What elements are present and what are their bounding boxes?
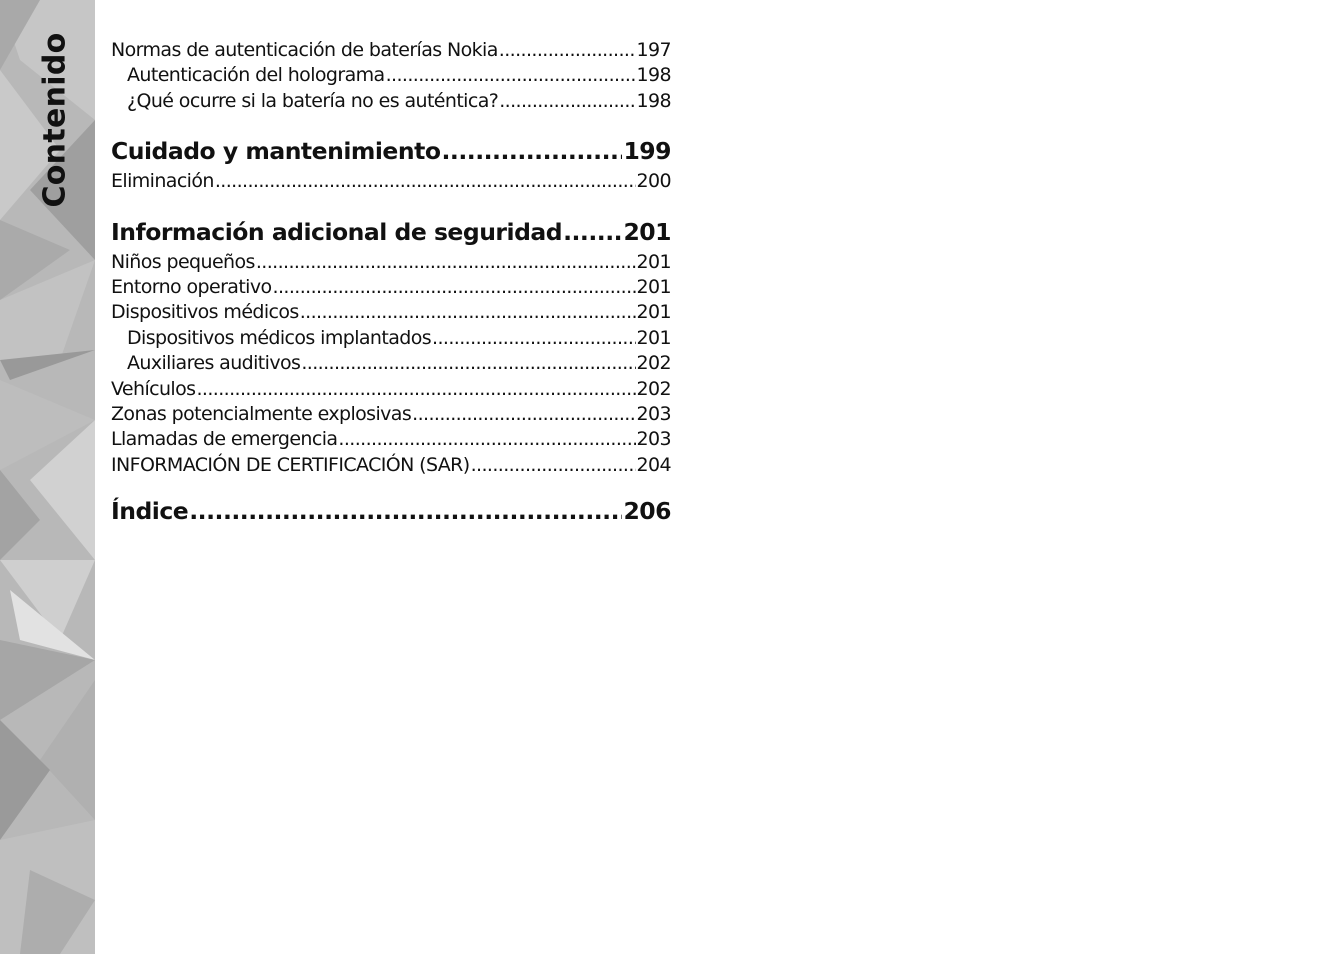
toc-entry-label: Vehículos [111, 377, 196, 400]
dot-leader [301, 351, 635, 376]
dot-leader [256, 250, 636, 275]
toc-entry-label: Eliminación [111, 170, 214, 193]
toc-entry-page: 197 [636, 39, 671, 61]
toc-entry-page: 204 [636, 453, 671, 476]
toc-entry-label: Autenticación del holograma [127, 64, 385, 87]
toc-entry-page: 201 [636, 326, 671, 349]
toc-entry-label: INFORMACIÓN DE CERTIFICACIÓN (SAR) [111, 453, 470, 476]
toc-entry[interactable] [111, 89, 671, 114]
toc-entry[interactable] [111, 453, 671, 478]
toc-entry-page: 198 [636, 64, 671, 87]
toc-chapter[interactable] [111, 496, 671, 526]
toc-entry[interactable] [111, 427, 671, 452]
toc-entry[interactable] [111, 169, 671, 194]
toc-chapter-page: 201 [623, 217, 671, 246]
section-title: Contenido [37, 32, 73, 208]
dot-leader [189, 496, 622, 526]
toc-entry-page: 203 [636, 403, 671, 426]
toc-entry-page: 202 [636, 352, 671, 375]
toc-entry-label: Auxiliares auditivos [127, 352, 301, 375]
toc-entry[interactable] [111, 300, 671, 325]
toc-entry[interactable] [111, 402, 671, 427]
toc-entry-label: Niños pequeños [111, 250, 255, 273]
dot-leader [338, 427, 635, 452]
toc-entry-label: Zonas potencialmente explosivas [111, 403, 412, 426]
dot-leader [499, 89, 635, 114]
toc-chapter-label: Índice [111, 497, 189, 526]
dot-leader [441, 136, 622, 166]
toc-entry-label: Entorno operativo [111, 276, 272, 299]
toc-entry-label: Normas de autenticación de baterías Nokia [111, 39, 498, 61]
dot-leader [471, 453, 636, 478]
toc-chapter[interactable] [111, 217, 671, 247]
toc-entry-page: 200 [636, 170, 671, 193]
toc-chapter-page: 199 [623, 137, 671, 166]
dot-leader [563, 217, 622, 247]
toc-entry-page: 201 [636, 250, 671, 273]
toc-entry-label: Llamadas de emergencia [111, 428, 338, 451]
toc-entry-label: ¿Qué ocurre si la batería no es auténtica? [127, 89, 499, 112]
dot-leader [432, 326, 635, 351]
toc-chapter-label: Información adicional de seguridad [111, 217, 563, 246]
dot-leader [412, 402, 635, 427]
toc-entry-label: Dispositivos médicos [111, 301, 299, 324]
table-of-contents [111, 38, 671, 529]
toc-entry-label: Dispositivos médicos implantados [127, 326, 432, 349]
toc-entry-page: 198 [636, 89, 671, 112]
toc-entry[interactable] [111, 63, 671, 88]
sidebar-decoration [0, 0, 95, 954]
toc-entry[interactable] [111, 275, 671, 300]
dot-leader [196, 377, 635, 402]
toc-entry[interactable] [111, 38, 671, 63]
toc-entry-page: 201 [636, 276, 671, 299]
toc-entry-page: 201 [636, 301, 671, 324]
toc-entry-page: 203 [636, 428, 671, 451]
toc-entry[interactable] [111, 250, 671, 275]
dot-leader [499, 38, 636, 63]
toc-entry[interactable] [111, 326, 671, 351]
toc-chapter-label: Cuidado y mantenimiento [111, 137, 441, 166]
toc-chapter-page: 206 [623, 497, 671, 526]
toc-entry[interactable] [111, 377, 671, 402]
dot-leader [300, 300, 636, 325]
toc-entry[interactable] [111, 351, 671, 376]
dot-leader [215, 169, 636, 194]
dot-leader [273, 275, 636, 300]
toc-entry-page: 202 [636, 377, 671, 400]
dot-leader [386, 63, 636, 88]
toc-chapter[interactable] [111, 136, 671, 166]
